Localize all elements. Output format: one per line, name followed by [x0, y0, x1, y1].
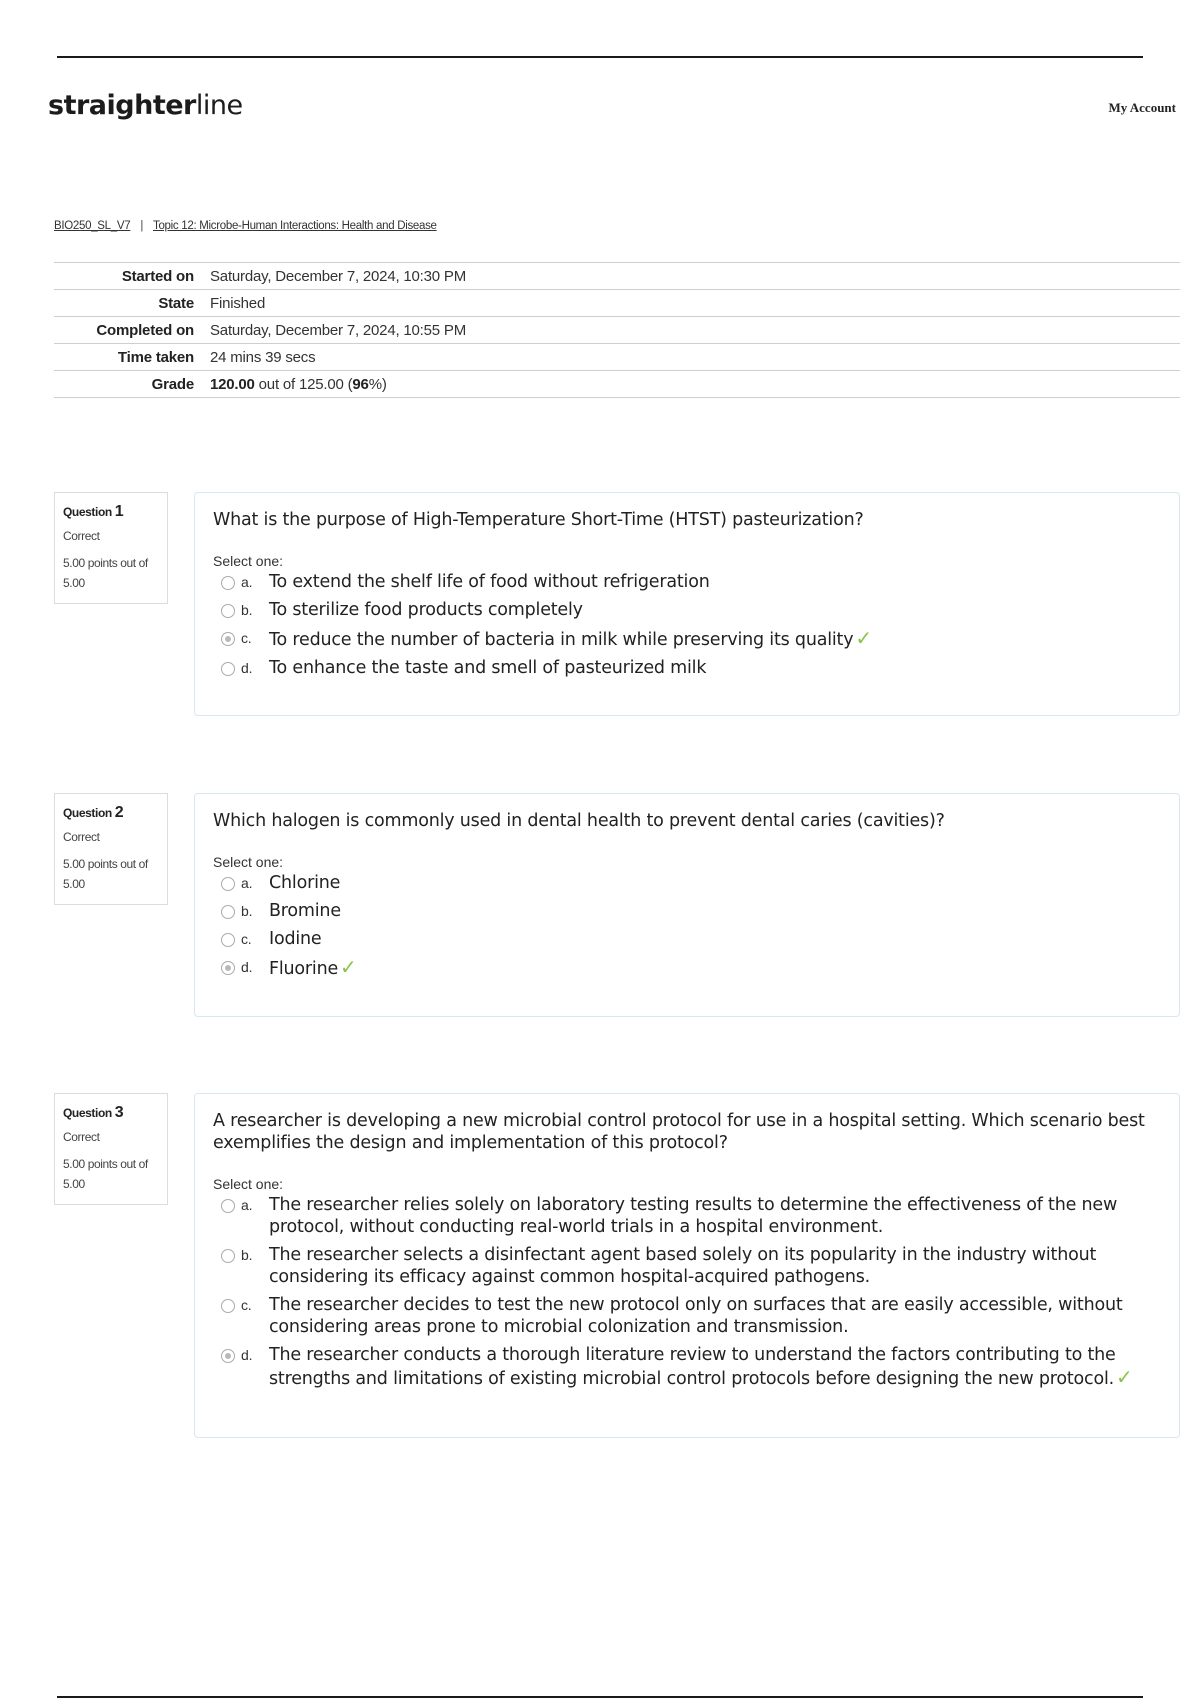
summary-value: 24 mins 39 secs: [210, 348, 316, 366]
radio-button[interactable]: [221, 662, 235, 676]
grade-score: 120.00: [210, 375, 255, 393]
answer-option-c[interactable]: [213, 928, 1161, 950]
answer-text: To reduce the number of bacteria in milk while preserving its quality: [269, 630, 854, 650]
question-box-3: [194, 1093, 1180, 1438]
question-number-value: 3: [114, 1104, 124, 1121]
grade-rest: out of 125.00 (: [254, 375, 353, 393]
question-number: [63, 804, 159, 822]
question-grade: 5.00 points out of 5.00: [63, 857, 148, 891]
answer-text: Chlorine: [269, 873, 341, 893]
radio-button-selected[interactable]: [221, 632, 235, 646]
question-state: Correct: [63, 529, 100, 543]
radio-button[interactable]: [221, 1299, 235, 1313]
select-one-label: Select one:: [213, 854, 284, 870]
summary-row-time-taken: [54, 344, 1180, 371]
question-info-3: [54, 1093, 168, 1205]
answer-text: To sterilize food products completely: [269, 600, 583, 620]
answer-text: Fluorine: [269, 959, 339, 979]
answer-letter: b.: [241, 903, 253, 919]
question-state: Correct: [63, 830, 100, 844]
question-state: Correct: [63, 1130, 100, 1144]
question-info-1: [54, 492, 168, 604]
answer-letter: a.: [241, 1197, 253, 1213]
answer-option-b[interactable]: [213, 900, 1161, 922]
answer-text: The researcher relies solely on laboratory testing results to determine the effectiveness of the new protocol, without conducting real-world trials in a hospital environment.: [269, 1195, 1118, 1237]
my-account-link[interactable]: My Account: [1108, 100, 1176, 115]
question-grade: 5.00 points out of 5.00: [63, 556, 148, 590]
answer-list: [213, 872, 1161, 980]
answer-option-a[interactable]: [213, 872, 1161, 894]
radio-button[interactable]: [221, 604, 235, 618]
straighterline-logo[interactable]: [48, 90, 243, 121]
answer-letter: d.: [241, 959, 253, 975]
answer-text: The researcher decides to test the new protocol only on surfaces that are easily accessible, without considering areas prone to microbial colonization and transmission.: [269, 1295, 1123, 1337]
radio-button[interactable]: [221, 1199, 235, 1213]
summary-row-grade: [54, 371, 1180, 398]
check-icon: ✓: [1116, 1365, 1133, 1389]
answer-text: Iodine: [269, 929, 322, 949]
question-box-1: [194, 492, 1180, 716]
question-box-2: [194, 793, 1180, 1017]
select-one-label: Select one:: [213, 1176, 284, 1192]
answer-letter: a.: [241, 875, 253, 891]
answer-option-d[interactable]: [213, 1344, 1161, 1390]
radio-button[interactable]: [221, 933, 235, 947]
logo-tail-text: line: [195, 90, 243, 121]
answer-letter: c.: [241, 931, 252, 947]
radio-button-selected[interactable]: [221, 961, 235, 975]
question-number: [63, 503, 159, 521]
answer-letter: b.: [241, 1247, 253, 1263]
summary-row-state: [54, 290, 1180, 317]
answer-option-b[interactable]: [213, 1244, 1161, 1288]
question-text: What is the purpose of High-Temperature Short-Time (HTST) pasteurization?: [213, 510, 864, 530]
answer-text: To extend the shelf life of food without refrigeration: [269, 572, 710, 592]
answer-option-d[interactable]: [213, 657, 1161, 679]
radio-button[interactable]: [221, 1249, 235, 1263]
top-rule: [57, 56, 1143, 58]
answer-text: Bromine: [269, 901, 341, 921]
bottom-rule: [57, 1696, 1143, 1698]
answer-letter: d.: [241, 1347, 253, 1363]
answer-text-wrap: [269, 956, 1161, 980]
answer-letter: d.: [241, 660, 253, 676]
breadcrumb-course-link[interactable]: BIO250_SL_V7: [54, 220, 131, 232]
attempt-summary-table: [54, 262, 1180, 398]
summary-value: Saturday, December 7, 2024, 10:55 PM: [210, 321, 467, 339]
question-label: Question: [63, 505, 112, 519]
answer-letter: b.: [241, 602, 253, 618]
answer-option-b[interactable]: [213, 599, 1161, 621]
answer-text: To enhance the taste and smell of pasteurized milk: [269, 658, 707, 678]
question-info-2: [54, 793, 168, 905]
breadcrumb-topic-link[interactable]: Topic 12: Microbe-Human Interactions: Health and Disease: [153, 220, 437, 232]
summary-label: Time taken: [117, 348, 194, 366]
radio-button[interactable]: [221, 905, 235, 919]
answer-option-a[interactable]: [213, 571, 1161, 593]
grade-percent: 96: [352, 375, 369, 393]
summary-row-completed: [54, 317, 1180, 344]
answer-option-c[interactable]: [213, 1294, 1161, 1338]
radio-button[interactable]: [221, 576, 235, 590]
select-one-label: Select one:: [213, 553, 284, 569]
answer-option-c[interactable]: [213, 627, 1161, 651]
answer-text-wrap: [269, 627, 1161, 651]
question-grade: 5.00 points out of 5.00: [63, 1157, 148, 1191]
summary-label: Completed on: [96, 321, 194, 339]
question-label: Question: [63, 806, 112, 820]
breadcrumb-separator: |: [140, 220, 144, 232]
summary-row-started: [54, 263, 1180, 290]
check-icon: ✓: [855, 626, 872, 650]
check-icon: ✓: [340, 955, 357, 979]
answer-list: [213, 1194, 1161, 1390]
summary-label: State: [158, 294, 194, 312]
question-text: A researcher is developing a new microbial control protocol for use in a hospital setting. Which scenario best exemplifies the design and implementation of this protocol?: [213, 1111, 1145, 1153]
summary-value: Finished: [210, 294, 266, 312]
summary-value: [210, 371, 1180, 398]
breadcrumb: [54, 220, 437, 232]
grade-end: %): [368, 375, 387, 393]
question-number-value: 2: [114, 804, 124, 821]
question-text: Which halogen is commonly used in dental health to prevent dental caries (cavities)?: [213, 811, 945, 831]
answer-option-a[interactable]: [213, 1194, 1161, 1238]
answer-list: [213, 571, 1161, 679]
answer-letter: c.: [241, 1297, 252, 1313]
answer-letter: a.: [241, 574, 253, 590]
question-number: [63, 1104, 159, 1122]
question-label: Question: [63, 1106, 112, 1120]
answer-text: The researcher selects a disinfectant agent based solely on its popularity in the industry without considering its efficacy against common hospital-acquired pathogens.: [269, 1245, 1097, 1287]
question-number-value: 1: [114, 503, 124, 520]
answer-text-wrap: [269, 1344, 1161, 1390]
radio-button-selected[interactable]: [221, 1349, 235, 1363]
logo-main-text: straighter: [48, 90, 196, 121]
answer-option-d[interactable]: [213, 956, 1161, 980]
radio-button[interactable]: [221, 877, 235, 891]
answer-letter: c.: [241, 630, 252, 646]
summary-label: Grade: [151, 375, 194, 393]
summary-label: Started on: [121, 267, 194, 285]
answer-text: The researcher conducts a thorough literature review to understand the factors contributing to the strengths and limitations of existing microbial control protocols before designing the new protocol.: [269, 1345, 1116, 1389]
summary-value: Saturday, December 7, 2024, 10:30 PM: [210, 267, 467, 285]
